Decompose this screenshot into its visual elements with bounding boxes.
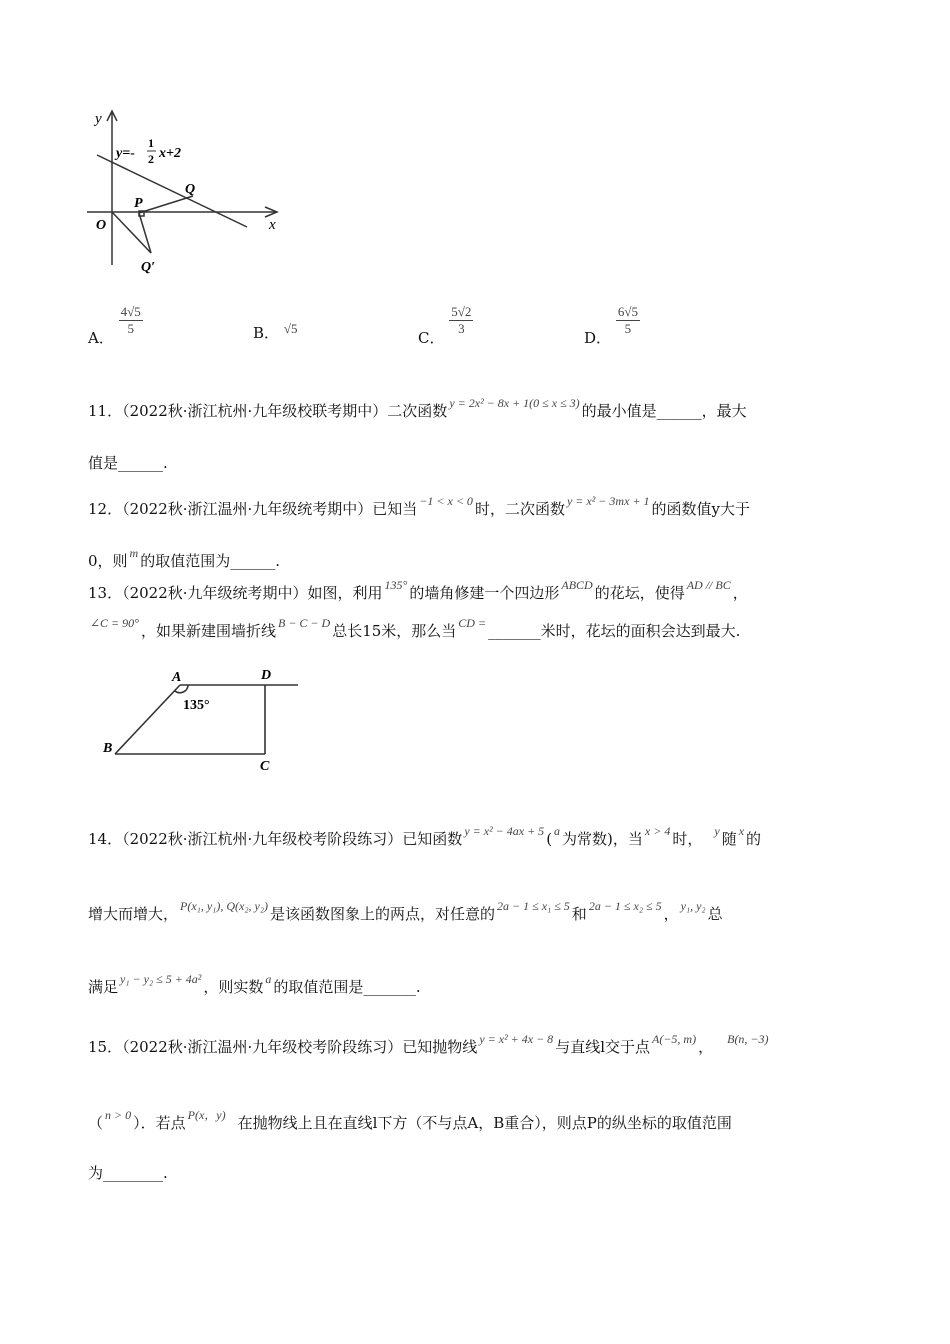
vertex-A-label: A xyxy=(172,670,182,685)
q15-line3: 为________. xyxy=(88,1164,168,1182)
q15-line1: 15．（2022秋·浙江温州·九年级校考阶段练习）已知抛物线 $^{y = x^2 + 4x - 8}$ 与直线l交于点 $^{A(-5, m)}$ ， $^{B(n, -3)}$ xyxy=(88,1032,769,1056)
option-b[interactable] xyxy=(253,322,297,343)
q13-line1: 13．（2022秋·九年级统考期中）如图，利用 $^{135^\circ}$ 的墙角修建一个四边形 $^{ABCD}$ 的花坛，使得 $^{AD // BC}$ ， xyxy=(88,578,748,602)
coordinate-graph xyxy=(85,105,295,280)
trapezoid-figure xyxy=(95,662,310,777)
q11-function: y = 2x² − 8x + 1(0 ≤ x ≤ 3) xyxy=(449,396,580,410)
x-axis-label: x xyxy=(269,217,276,233)
q15-line2: （ $^{n > 0}$ ）．若点 $^{P(x,y)}$ 在抛物线上且在直线l下方（不与点A，B重合），则点P的纵坐标的取值范围 xyxy=(88,1108,732,1132)
line-equation-den: 2 xyxy=(148,152,154,166)
vertex-D-label: D xyxy=(261,668,272,683)
q11-line2: 值是______. xyxy=(88,454,168,472)
vertex-C-label: C xyxy=(260,759,270,774)
option-a[interactable] xyxy=(88,304,143,347)
y-axis-label: y xyxy=(95,111,102,127)
option-c-value: $\frac{5√2}{3}$ xyxy=(451,304,472,336)
q14-line2: 增大而增大， $^{P(x_1, y_1), Q(x_2, y_2)}$ 是该函数图象上的两点，对任意的 $^{2a - 1 \le x_1 \le 5}$ 和 $^{2a - 1 \le x_2 \le 5}$ ， $^{y_1, y_2}$ 总 xyxy=(88,899,723,923)
q12-line1: 12．（2022秋·浙江温州·九年级统考期中）已知当 $^{-1 < x < 0}$ 时，二次函数 $^{y = x^2 - 3mx + 1}$ 的函数值y大于 xyxy=(88,494,750,518)
q14-line3: 满足 $^{y_1 - y_2 \le 5 + 4a^2}$ ，则实数 $^a$ 的取值范围是_______. xyxy=(88,972,421,996)
option-a-value: $\frac{4√5}{5}$ xyxy=(120,304,141,336)
option-d-letter: D． xyxy=(584,328,612,347)
point-Q-label: Q xyxy=(185,182,196,197)
option-b-letter: B． xyxy=(253,324,280,342)
angle-label: 135° xyxy=(183,698,210,713)
function-line xyxy=(97,155,247,227)
line-equation-label: y=- xyxy=(116,146,135,161)
right-angle-mark xyxy=(139,211,144,216)
q11-line1: 11．（2022秋·浙江杭州·九年级校联考期中）二次函数 $^{y = 2x^2 - 8x + 1(0 \le x \le 3)}$ 的最小值是______，最大 xyxy=(88,396,747,420)
q13-line2: $^{\angle C = 90^\circ}$ ，如果新建围墙折线 $^{B - C - D}$ 总长15米，那么当 $^{CD =}$ _______米时，花坛的面积会达到最大. xyxy=(90,616,741,640)
point-Qprime-label: Q′ xyxy=(141,260,156,275)
option-c-letter: C． xyxy=(418,328,445,347)
origin-label: O xyxy=(96,218,107,233)
option-c[interactable] xyxy=(418,304,473,347)
line-equation-num: 1 xyxy=(148,136,154,150)
point-P-label: P xyxy=(134,196,143,211)
option-d-value: $\frac{6√5}{5}$ xyxy=(617,304,638,336)
q12-line2: 0，则 $^m$ 的取值范围为______. xyxy=(88,546,280,570)
q14-line1: 14．（2022秋·浙江杭州·九年级校考阶段练习）已知函数 $^{y = x^2 - 4ax + 5}$ ( $^a$ 为常数)，当 $^{x > 4}$ 时， $^y$ 随 $^x$ 的 xyxy=(88,824,762,848)
line-equation-tail: x+2 xyxy=(159,146,181,161)
option-d[interactable] xyxy=(584,304,640,347)
option-b-value: √5 xyxy=(283,321,298,336)
vertex-B-label: B xyxy=(103,741,113,756)
side-AB xyxy=(115,685,180,754)
segment-PQ xyxy=(139,196,193,213)
option-a-letter: A． xyxy=(88,328,114,347)
